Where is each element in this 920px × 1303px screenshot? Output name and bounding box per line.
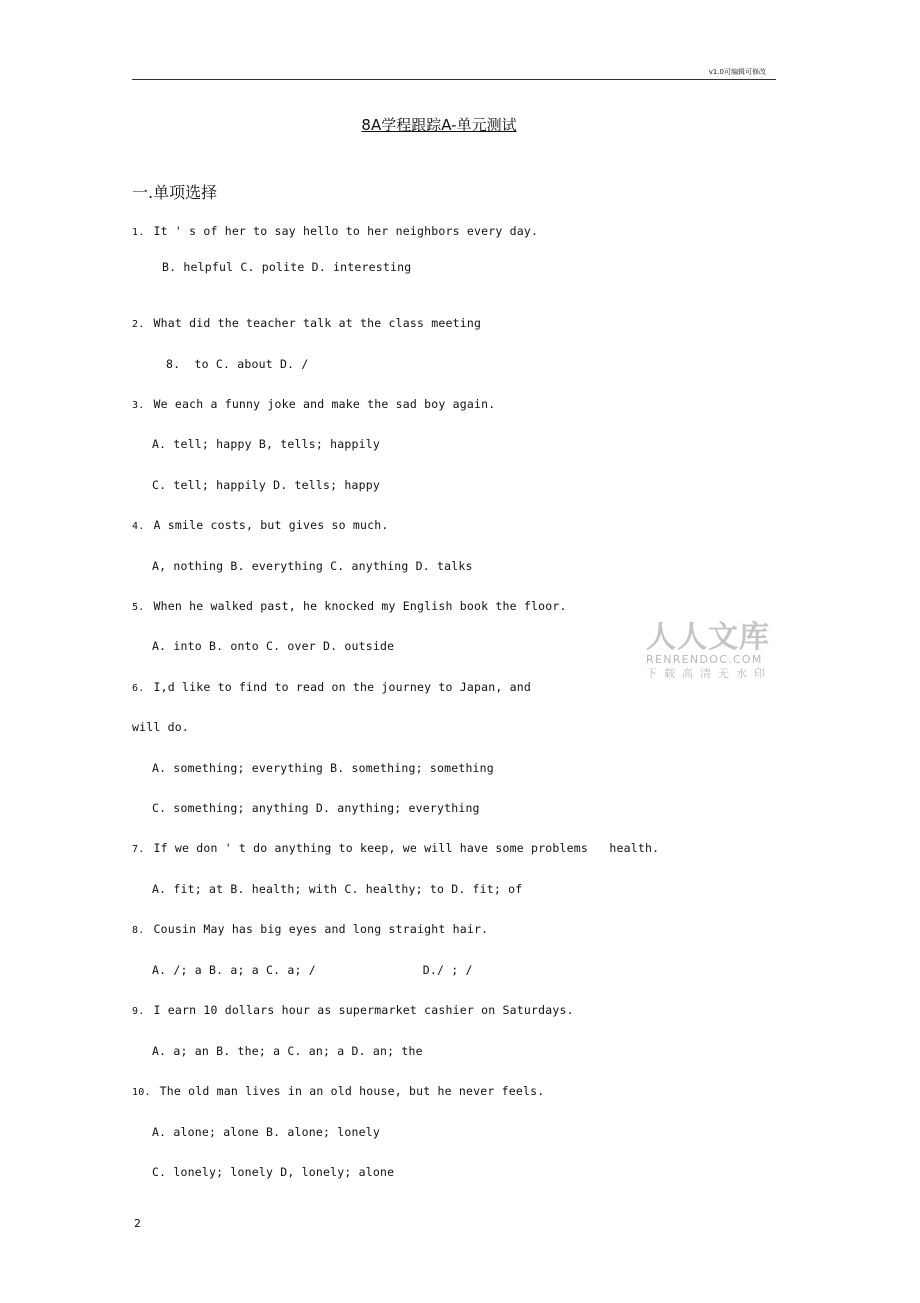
question-text: I earn 10 dollars hour as supermarket cashier on Saturdays. — [153, 1003, 574, 1017]
question-8-options: A. /; a B. a; a C. a; / D./ ; / — [152, 963, 473, 977]
watermark — [646, 622, 776, 681]
question-number: 5. — [132, 602, 145, 613]
question-7-options: A. fit; at B. health; with C. healthy; to D. fit; of — [152, 882, 523, 896]
question-number: 6. — [132, 683, 145, 694]
header-rule — [132, 79, 776, 80]
question-text: Cousin May has big eyes and long straight hair. — [153, 922, 489, 936]
question-6 — [132, 680, 531, 694]
question-9 — [132, 1003, 574, 1017]
question-5 — [132, 599, 567, 613]
question-10-options-a: A. alone; alone B. alone; lonely — [152, 1125, 380, 1139]
question-1 — [132, 224, 538, 238]
question-9-options: A. a; an B. the; a C. an; a D. an; the — [152, 1044, 423, 1058]
question-6-options-b: C. something; anything D. anything; everything — [152, 801, 480, 815]
question-number: 7. — [132, 844, 145, 855]
question-number: 8. — [132, 925, 145, 936]
question-10-options-b: C. lonely; lonely D, lonely; alone — [152, 1165, 395, 1179]
question-3-options-a: A. tell; happy B, tells; happily — [152, 437, 380, 451]
question-number: 1. — [132, 227, 145, 238]
question-5-options: A. into B. onto C. over D. outside — [152, 639, 395, 653]
question-4 — [132, 518, 389, 532]
question-number: 9. — [132, 1006, 145, 1017]
page-number: 2 — [134, 1217, 141, 1230]
version-label: v1.0可编辑可修改 — [708, 68, 766, 76]
watermark-logo: 人人文库 — [646, 620, 770, 655]
watermark-slogan: 下载高清无水印 — [646, 667, 772, 680]
question-4-options: A, nothing B. everything C. anything D. talks — [152, 559, 473, 573]
question-1-options: B. helpful C. polite D. interesting — [162, 260, 412, 274]
question-number: 4. — [132, 521, 145, 532]
question-2-options: 8. to C. about D. / — [166, 357, 309, 371]
question-3-options-b: C. tell; happily D. tells; happy — [152, 478, 380, 492]
question-8 — [132, 922, 488, 936]
question-10 — [132, 1084, 544, 1098]
question-number: 10. — [132, 1087, 151, 1098]
section-heading: 一.单项选择 — [132, 183, 218, 202]
question-7 — [132, 841, 659, 855]
question-2 — [132, 316, 481, 330]
question-3 — [132, 397, 495, 411]
question-text: If we don ' t do anything to keep, we will have some problems health. — [153, 841, 660, 855]
question-text: We each a funny joke and make the sad boy again. — [153, 397, 496, 411]
watermark-url: RENRENDOC.COM — [646, 653, 763, 666]
question-6-continuation: will do. — [132, 720, 189, 734]
question-text: What did the teacher talk at the class meeting — [153, 316, 482, 330]
question-text: When he walked past, he knocked my English book the floor. — [153, 599, 567, 613]
question-text: The old man lives in an old house, but he never feels. — [159, 1084, 545, 1098]
question-number: 2. — [132, 319, 145, 330]
document-title: 8A学程跟踪A-单元测试 — [361, 116, 517, 134]
question-number: 3. — [132, 400, 145, 411]
question-text: I,d like to find to read on the journey to Japan, and — [153, 680, 532, 694]
question-text: A smile costs, but gives so much. — [153, 518, 389, 532]
question-6-options-a: A. something; everything B. something; something — [152, 761, 494, 775]
question-text: It ' s of her to say hello to her neighbors every day. — [153, 224, 539, 238]
